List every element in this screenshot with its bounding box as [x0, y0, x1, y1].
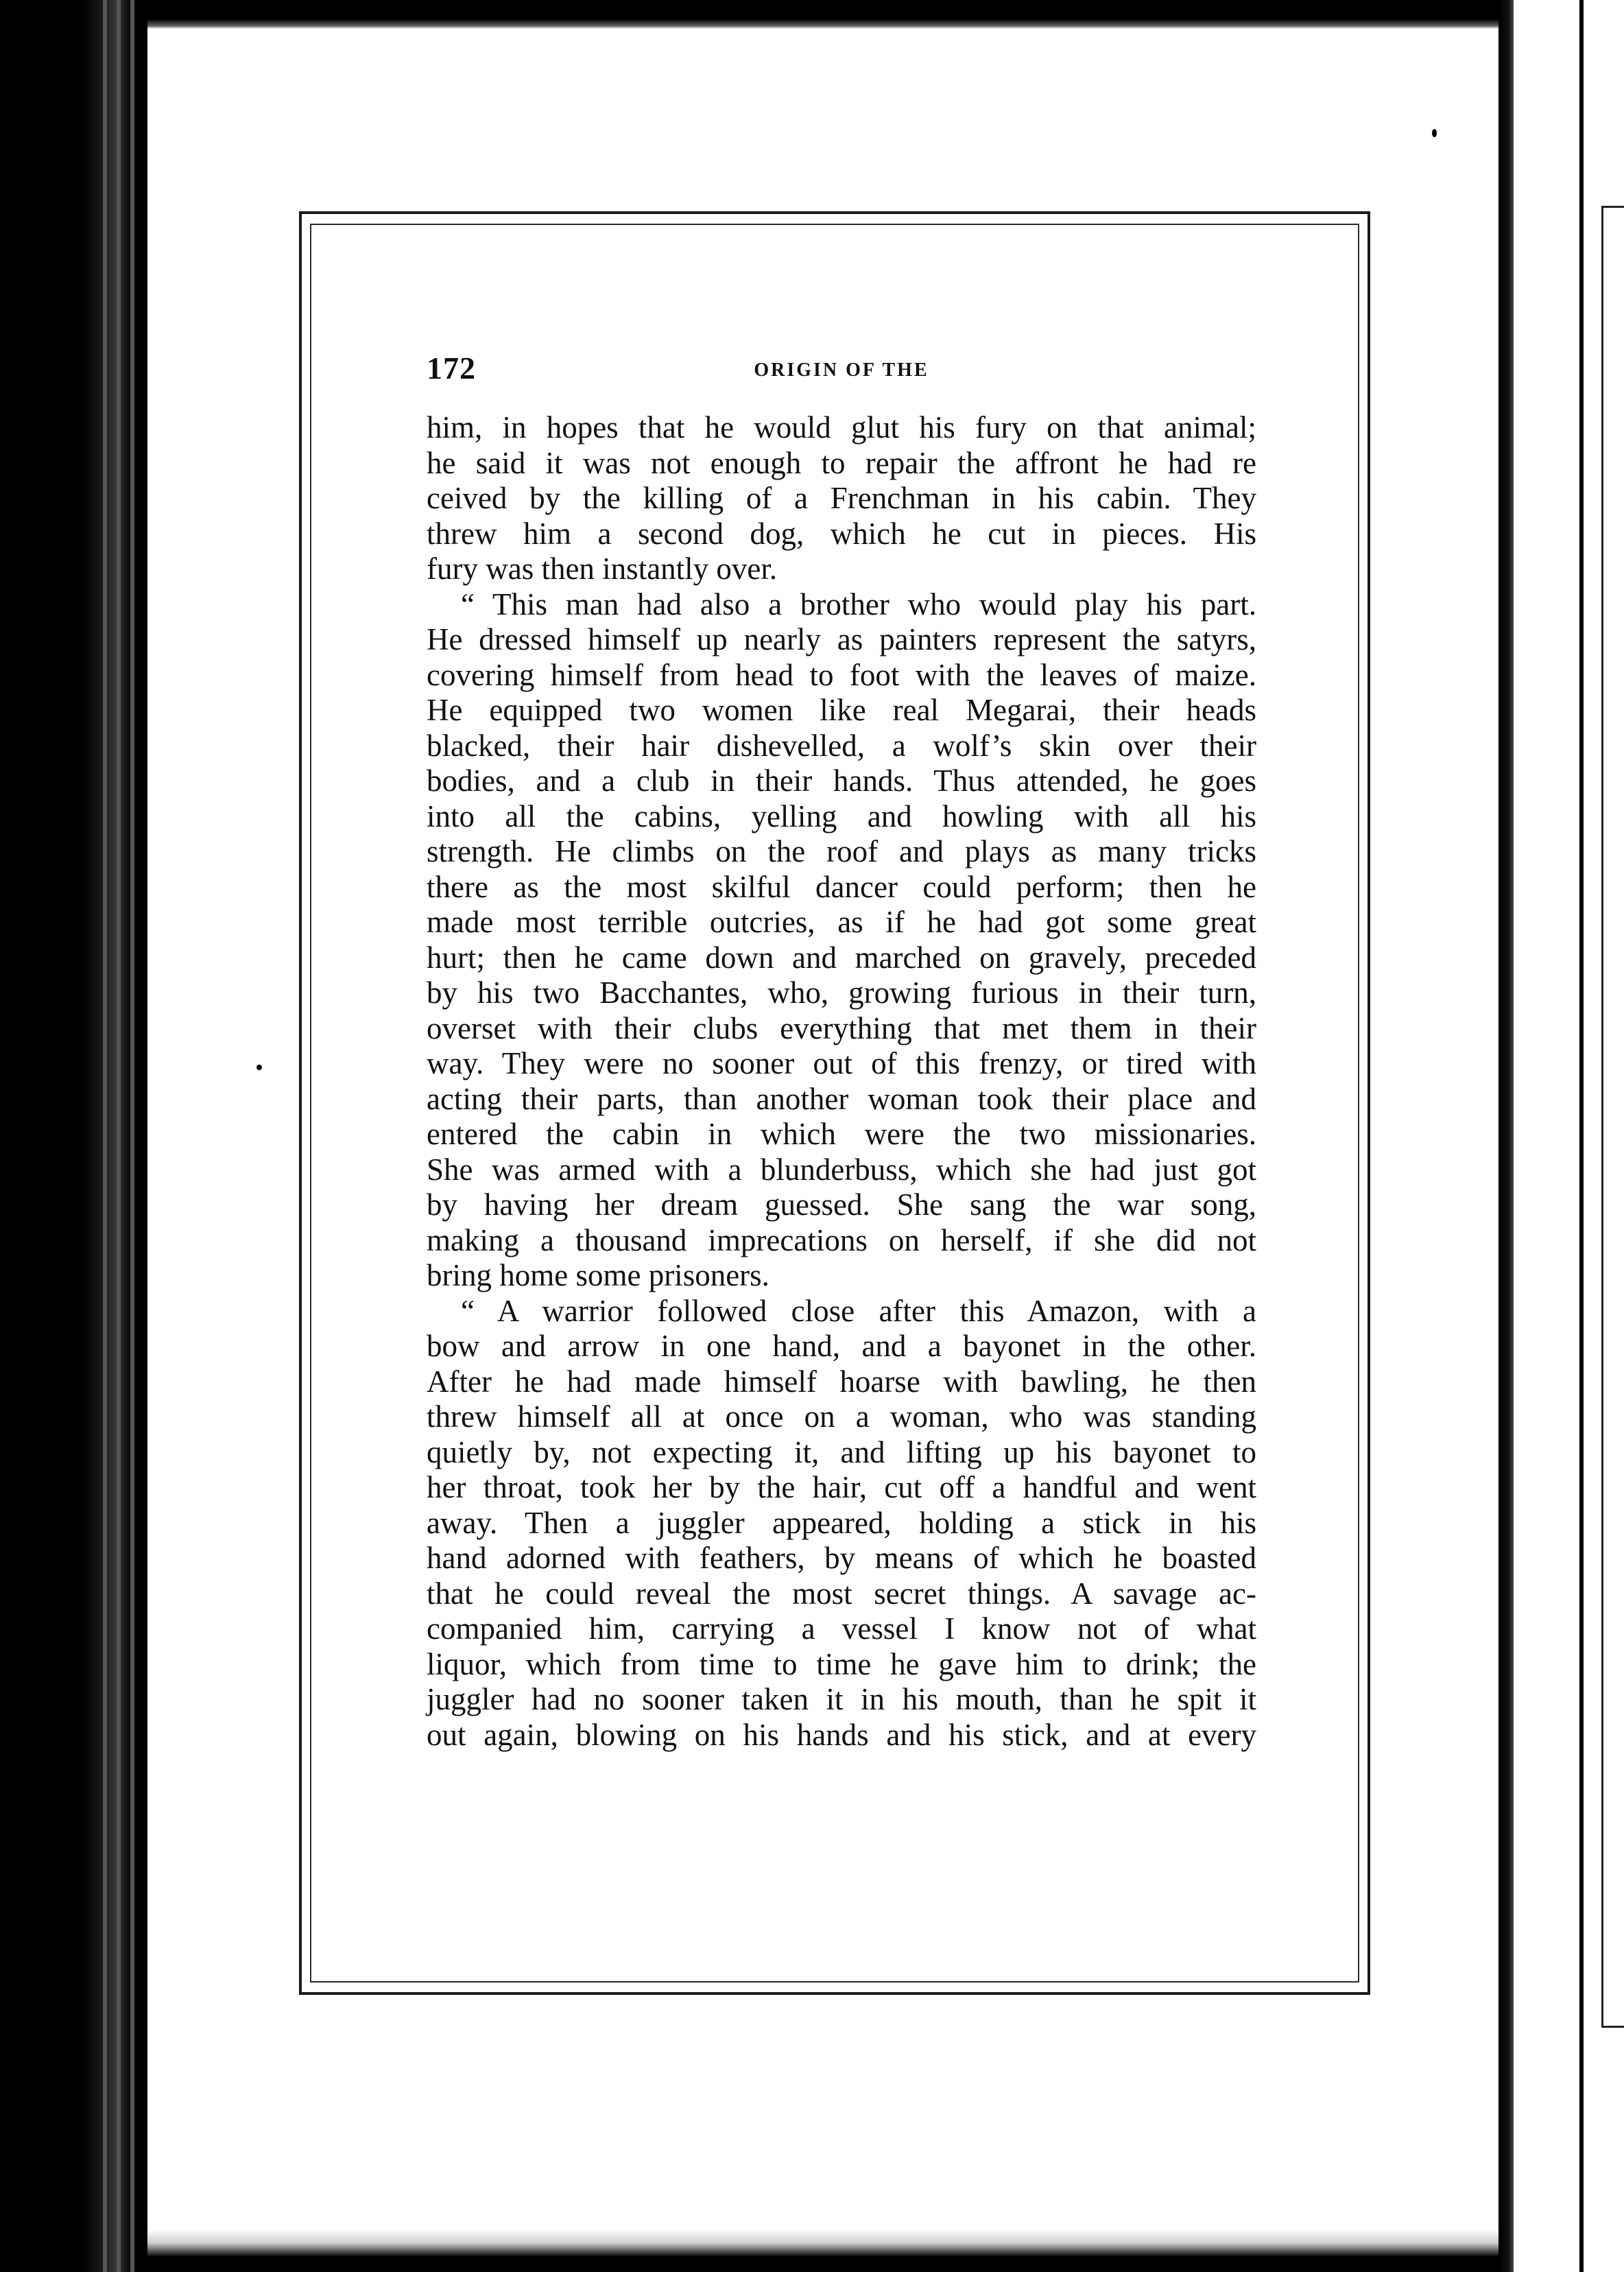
running-head: ORIGIN OF THE — [754, 359, 929, 381]
text-line: He dressed himself up nearly as painters represent the satyrs, — [427, 622, 1256, 656]
book-right-edge — [1498, 0, 1624, 2272]
page-header — [427, 350, 1256, 391]
text-line: hand adorned with feathers, by means of which he boasted — [427, 1541, 1256, 1575]
text-line: quietly by, not expecting it, and lifting up his bayonet to — [427, 1434, 1256, 1469]
text-line: bow and arrow in one hand, and a bayonet in the other. — [427, 1329, 1256, 1363]
text-line: way. They were no sooner out of this frenzy, or tired with — [427, 1046, 1256, 1080]
text-line: He equipped two women like real Megarai, their heads — [427, 693, 1256, 727]
text-line: away. Then a juggler appeared, holding a stick in his — [427, 1505, 1256, 1540]
text-line: hurt; then he came down and marched on gravely, preceded — [427, 940, 1256, 975]
text-line: overset with their clubs everything that met them in their — [427, 1010, 1256, 1045]
gutter-shadow — [1498, 0, 1514, 2272]
text-line: entered the cabin in which were the two missionaries. — [427, 1117, 1256, 1151]
page-edge-strip — [130, 0, 134, 2272]
page-edge-strip — [103, 0, 107, 2272]
text-line: covering himself from head to foot with the leaves of maize. — [427, 657, 1256, 692]
text-line: making a thousand imprecations on herself, if she did not — [427, 1222, 1256, 1257]
facing-page-frame — [1601, 206, 1624, 2028]
page-edge-strip — [117, 0, 121, 2272]
body-text — [427, 410, 1256, 1753]
text-line: made most terrible outcries, as if he had got some great — [427, 905, 1256, 939]
text-line: “ A warrior followed close after this Amazon, with a — [461, 1293, 1256, 1328]
text-line: by having her dream guessed. She sang the war song, — [427, 1187, 1256, 1222]
page-number: 172 — [427, 351, 476, 386]
book-left-edge — [0, 0, 147, 2272]
text-line: he said it was not enough to repair the affront he had re — [427, 445, 1256, 480]
text-line: bodies, and a club in their hands. Thus attended, he goes — [427, 764, 1256, 798]
book-bottom-edge — [147, 2229, 1498, 2272]
text-line: threw him a second dog, which he cut in pieces. His — [427, 516, 1256, 551]
gutter-line — [1579, 0, 1584, 2272]
scan-speck — [256, 1065, 262, 1070]
text-line: blacked, their hair dishevelled, a wolf’s skin over their — [427, 728, 1256, 763]
book-top-edge — [147, 0, 1498, 29]
text-line: juggler had no sooner taken it in his mouth, than he spit it — [427, 1682, 1256, 1716]
text-line: strength. He climbs on the roof and plays as many tricks — [427, 834, 1256, 868]
scan-speck — [1432, 129, 1437, 137]
text-line: by his two Bacchantes, who, growing furious in their turn, — [427, 975, 1256, 1010]
text-line: “ This man had also a brother who would play his part. — [461, 587, 1256, 622]
text-line: acting their parts, than another woman took their place and — [427, 1081, 1256, 1116]
text-line: companied him, carrying a vessel I know not of what — [427, 1611, 1256, 1646]
text-line: bring home some prisoners. — [427, 1258, 769, 1292]
text-line: After he had made himself hoarse with bawling, he then — [427, 1364, 1256, 1399]
text-line: ceived by the killing of a Frenchman in his cabin. They — [427, 481, 1256, 515]
text-line: liquor, which from time to time he gave him to drink; the — [427, 1646, 1256, 1681]
text-line: there as the most skilful dancer could perform; then he — [427, 869, 1256, 904]
text-line: out again, blowing on his hands and his stick, and at every — [427, 1717, 1256, 1752]
text-line: She was armed with a blunderbuss, which she had just got — [427, 1152, 1256, 1187]
text-line: him, in hopes that he would glut his fury on that animal; — [427, 410, 1256, 445]
text-line: her throat, took her by the hair, cut off a handful and went — [427, 1470, 1256, 1504]
text-line: into all the cabins, yelling and howling with all his — [427, 798, 1256, 833]
text-line: that he could reveal the most secret things. A savage ac- — [427, 1576, 1256, 1611]
text-line: threw himself all at once on a woman, who was standing — [427, 1399, 1256, 1434]
text-line: fury was then instantly over. — [427, 552, 778, 586]
